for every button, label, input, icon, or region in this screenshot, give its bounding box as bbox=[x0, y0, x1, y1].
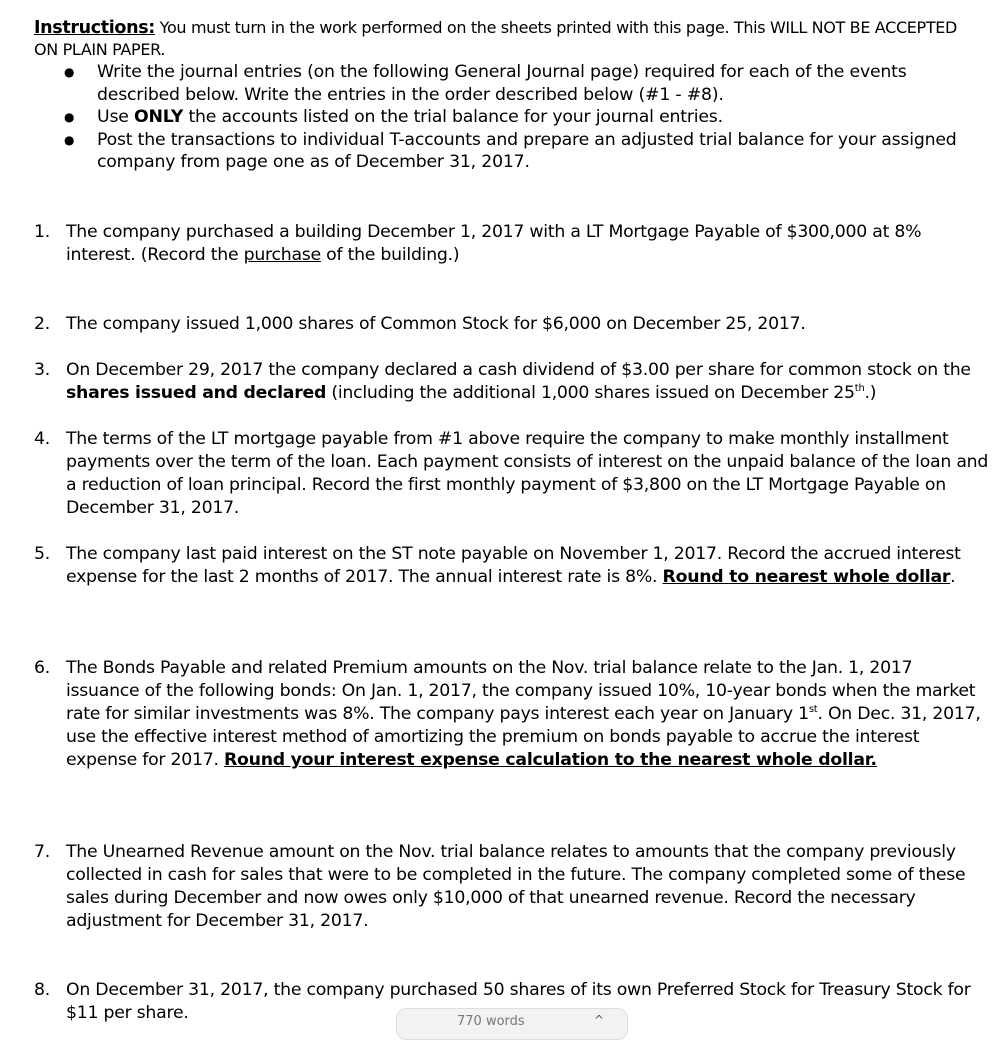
item-number: 7. bbox=[34, 842, 50, 862]
round-instruction: Round to nearest whole dollar bbox=[662, 567, 951, 587]
word-count-label: 770 words bbox=[457, 1014, 525, 1029]
item-number: 3. bbox=[34, 360, 50, 380]
chevron-up-icon[interactable]: ^ bbox=[594, 1013, 605, 1027]
word-count-tab[interactable] bbox=[396, 1008, 628, 1040]
instructions-bullet-list bbox=[62, 61, 972, 174]
ordinal-superscript: st bbox=[808, 704, 818, 716]
event-item-3 bbox=[34, 359, 989, 405]
item-number: 2. bbox=[34, 314, 50, 334]
ordinal-superscript: th bbox=[854, 383, 865, 395]
bold-only: ONLY bbox=[133, 107, 184, 127]
item-number: 1. bbox=[34, 222, 50, 242]
round-instruction: Round your interest expense calculation to the nearest whole dollar. bbox=[223, 750, 877, 770]
item-text: The company purchased a building December 1, 2017 with a LT Mortgage Payable of $300,000 at 8% interest. (Record the purchase of the building.) bbox=[66, 222, 922, 265]
item-number: 4. bbox=[34, 429, 50, 449]
instructions-paragraph bbox=[34, 17, 974, 61]
item-text: The Unearned Revenue amount on the Nov. trial balance relates to amounts that the company previously collected in cash for sales that were to be completed in the future. The company completed some of these sales during December and now owes only $10,000 of that unearned revenue. Record the necessary adjustment for December 31, 2017. bbox=[66, 842, 966, 931]
instructions-label: Instructions: bbox=[34, 18, 155, 38]
event-item-4 bbox=[34, 428, 989, 520]
item-text: The terms of the LT mortgage payable from #1 above require the company to make monthly installment payments over the term of the loan. Each payment consists of interest on the unpaid balance of the loan and a reduction of loan principal. Record the first monthly payment of $3,800 on the LT Mortgage Payable on December 31, 2017. bbox=[66, 429, 989, 518]
bullet-dot-icon: ● bbox=[64, 110, 75, 124]
bullet-item: ● Write the journal entries (on the following General Journal page) required for each of the events described below. Write the entries in the order described below (#1 - #8). bbox=[64, 62, 907, 105]
item-text: The company last paid interest on the ST note payable on November 1, 2017. Record the accrued interest expense for the last 2 months of 2017. The annual interest rate is 8%. Round to nearest whole dollar. bbox=[66, 544, 961, 587]
event-item-2 bbox=[34, 313, 989, 336]
instructions-text: You must turn in the work performed on the sheets printed with this page. This WILL NOT BE ACCEPTED ON PLAIN PAPER. bbox=[34, 18, 957, 59]
bullet-dot-icon: ● bbox=[64, 132, 75, 147]
event-item-7 bbox=[34, 841, 989, 933]
item-number: 8. bbox=[34, 980, 50, 1000]
underlined-purchase: purchase bbox=[243, 245, 321, 265]
item-text: The company issued 1,000 shares of Common Stock for $6,000 on December 25, 2017. bbox=[66, 314, 806, 334]
bold-shares-issued: shares issued and declared bbox=[66, 383, 327, 403]
item-text: On December 31, 2017, the company purchased 50 shares of its own Preferred Stock for Treasury Stock for $11 per share. bbox=[66, 980, 971, 1023]
bullet-item: ● Post the transactions to individual T-accounts and prepare an adjusted trial balance for your assigned company from page one as of December 31, 2017. bbox=[64, 129, 957, 172]
item-number: 6. bbox=[34, 658, 50, 678]
item-text: On December 29, 2017 the company declared a cash dividend of $3.00 per share for common stock on the shares issued and declared (including the additional 1,000 shares issued on December 25th.) bbox=[66, 360, 971, 403]
item-text: The Bonds Payable and related Premium amounts on the Nov. trial balance relate to the Jan. 1, 2017 issuance of the following bonds: On Jan. 1, 2017, the company issued 10%, 10-year bonds when the market rate for similar investments was 8%. The company pays interest each year on January 1st. On Dec. 31, 2017, use the effective interest method of amortizing the premium on bonds payable to accrue the interest expense for 2017. Round your interest expense calculation to the nearest whole dollar. bbox=[66, 658, 981, 770]
bullet-item: ● Use ONLY the accounts listed on the trial balance for your journal entries. bbox=[64, 107, 723, 127]
event-item-6 bbox=[34, 657, 989, 772]
bullet-dot-icon: ● bbox=[64, 65, 75, 79]
item-number: 5. bbox=[34, 544, 50, 564]
event-item-1 bbox=[34, 221, 989, 267]
event-item-5 bbox=[34, 543, 989, 589]
